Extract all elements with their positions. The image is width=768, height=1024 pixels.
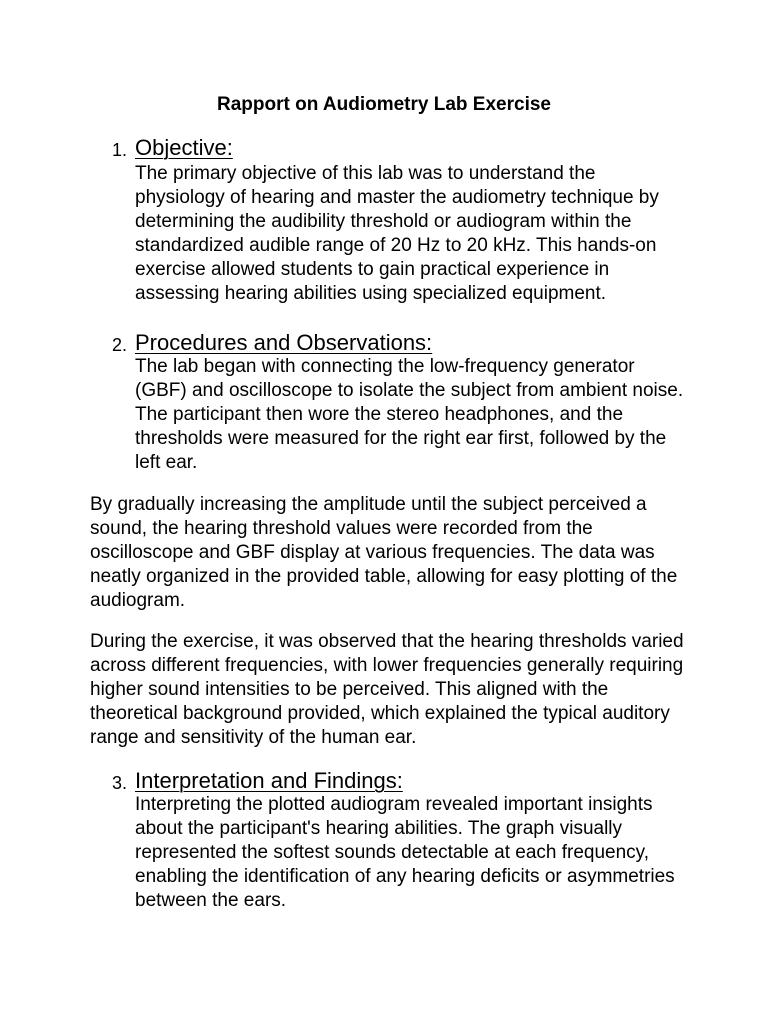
- section-body: Interpreting the plotted audiogram revealed important insights about the participant's hearing abilities. The graph visually represented the softest sounds detectable at each frequency, enabling the identification of any hearing deficits or asymmetries between the ears.: [135, 794, 675, 911]
- section-heading: Procedures and Observations:: [135, 330, 433, 355]
- body-paragraph: During the exercise, it was observed that the hearing thresholds varied across different frequencies, with lower frequencies generally requiring higher sound intensities to be perceived. This aligned with the theoretical background provided, which explained the typical auditory range and sensitivity of the human ear.: [90, 631, 684, 748]
- section-heading: Interpretation and Findings:: [135, 768, 403, 793]
- section-body: The lab began with connecting the low-frequency generator (GBF) and oscilloscope to isolate the subject from ambient noise. The participant then wore the stereo headphones, and the thresholds were measured for the right ear first, followed by the left ear.: [135, 356, 684, 473]
- section-number: 1.: [112, 140, 128, 160]
- body-paragraph: By gradually increasing the amplitude until the subject perceived a sound, the hearing threshold values were recorded from the oscilloscope and GBF display at various frequencies. The data was neatly organized in the provided table, allowing for easy plotting of the audiogram.: [90, 494, 678, 611]
- section-number: 2.: [112, 335, 128, 355]
- section-number: 3.: [112, 773, 128, 793]
- section-body: The primary objective of this lab was to understand the physiology of hearing and master the audiometry technique by determining the audibility threshold or audiogram within the standardized audible range of 20 Hz to 20 kHz. This hands-on exercise allowed students to gain practical experience in assessing hearing abilities using specialized equipment.: [135, 163, 659, 304]
- document-title: Rapport on Audiometry Lab Exercise: [217, 94, 551, 115]
- section-heading: Objective:: [135, 135, 233, 160]
